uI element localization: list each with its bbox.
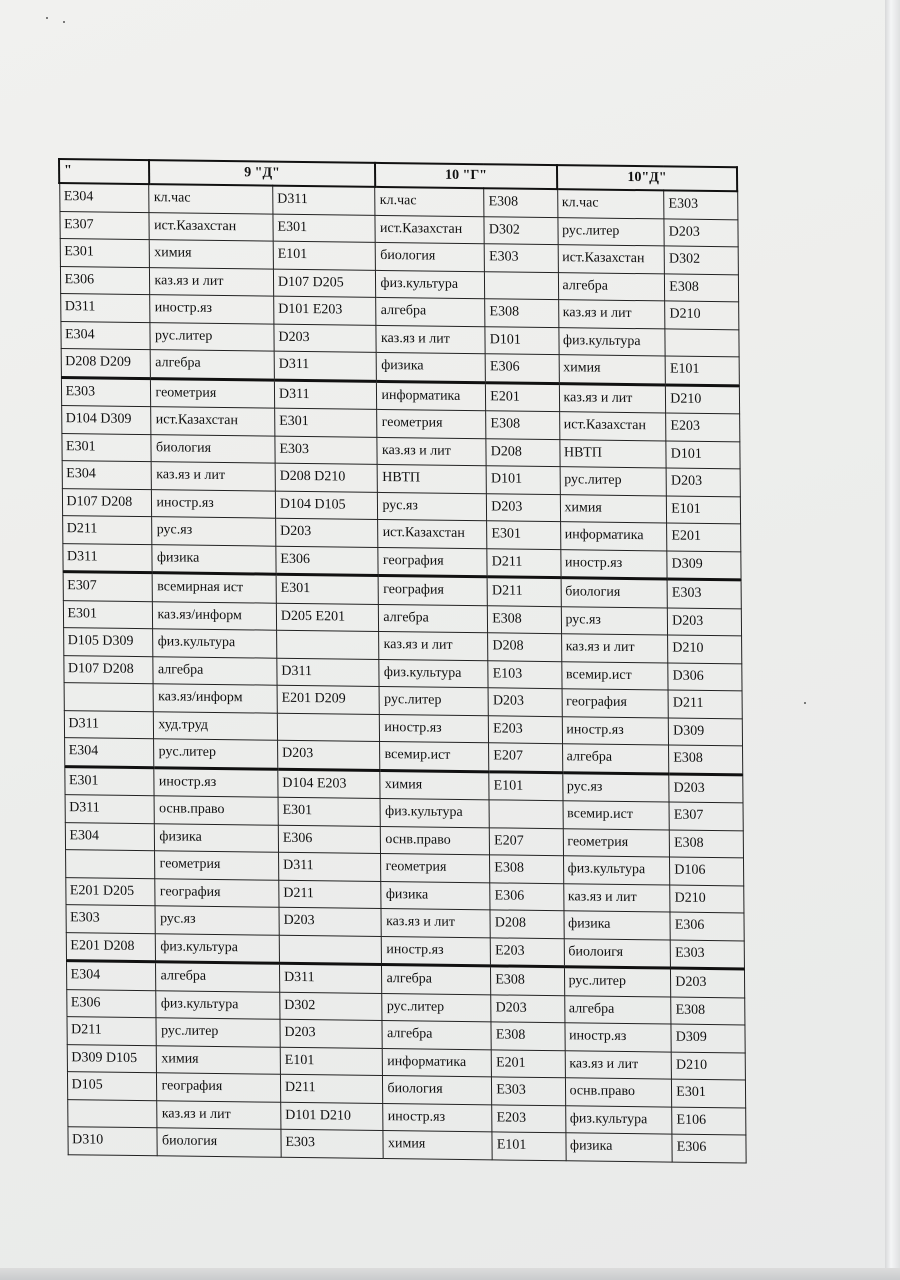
room-9d-prev-cell: [64, 683, 154, 712]
subject-10g-cell: рус.литер: [382, 993, 491, 1022]
subject-9d-cell: биология: [157, 1128, 281, 1157]
room-10g-cell: D101: [485, 326, 558, 354]
subject-10d-cell: алгебра: [564, 995, 671, 1024]
room-10g-cell: E308: [490, 855, 563, 883]
subject-9d-cell: каз.яз и лит: [152, 462, 276, 491]
subject-9d-cell: география: [155, 878, 279, 907]
room-9d-cell: D211: [279, 880, 382, 909]
subject-10d-cell: информатика: [560, 522, 667, 551]
room-10d-cell: E308: [665, 273, 739, 301]
room-9d-cell: E306: [278, 825, 381, 854]
room-9d-cell: D203: [280, 1019, 383, 1048]
room-9d-cell: D211: [280, 1074, 383, 1103]
room-10d-cell: D210: [665, 301, 739, 329]
room-10g-cell: E303: [484, 244, 557, 272]
room-9d-cell: D205 E201: [276, 603, 379, 632]
room-10d-cell: [665, 328, 739, 356]
room-9d-prev-cell: E201 D205: [65, 877, 155, 906]
room-10g-cell: [485, 271, 558, 299]
subject-10g-cell: НВТП: [378, 464, 487, 493]
subject-10d-cell: геометрия: [563, 828, 670, 857]
room-10g-cell: D302: [484, 216, 557, 244]
room-9d-cell: [279, 935, 382, 965]
subject-9d-cell: физ.культура: [156, 990, 280, 1019]
subject-10g-cell: биология: [376, 242, 485, 271]
room-9d-cell: D203: [276, 518, 379, 547]
subject-10d-cell: рус.яз: [561, 606, 668, 635]
subject-10g-cell: оснв.право: [381, 826, 490, 855]
room-9d-cell: D203: [274, 324, 377, 353]
room-9d-prev-cell: E306: [66, 989, 156, 1018]
subject-10d-cell: физ.культура: [563, 856, 670, 885]
room-10d-cell: D203: [671, 968, 745, 997]
room-10g-cell: D101: [486, 466, 559, 494]
room-10d-cell: E306: [670, 912, 744, 940]
room-9d-prev-cell: D311: [65, 795, 155, 824]
subject-9d-cell: геометрия: [155, 851, 279, 880]
room-9d-cell: E301: [278, 797, 381, 826]
room-10g-cell: E301: [487, 521, 560, 549]
room-10d-cell: D203: [668, 607, 742, 635]
room-10g-cell: E308: [486, 411, 559, 439]
paper-edge: [885, 0, 900, 1280]
room-9d-cell: D311: [278, 852, 381, 881]
subject-10g-cell: рус.литер: [380, 686, 489, 715]
subject-10g-cell: алгебра: [382, 1021, 491, 1050]
room-10g-cell: D211: [487, 548, 560, 577]
subject-10d-cell: иностр.яз: [564, 1023, 671, 1052]
subject-10g-cell: геометрия: [381, 853, 490, 882]
subject-10d-cell: физика: [565, 1133, 672, 1162]
room-10g-cell: E308: [491, 966, 564, 995]
subject-10g-cell: физ.культура: [380, 798, 489, 827]
room-9d-prev-cell: [67, 1099, 157, 1128]
room-10d-cell: D106: [670, 857, 744, 885]
room-10g-cell: D203: [488, 688, 561, 716]
room-10g-cell: [489, 800, 562, 828]
room-10g-cell: D203: [491, 994, 564, 1022]
subject-10g-cell: физ.культура: [379, 659, 488, 688]
room-9d-cell: D208 D210: [275, 463, 378, 492]
room-9d-cell: D311: [273, 186, 376, 215]
room-9d-cell: D311: [274, 380, 377, 410]
room-9d-cell: [277, 713, 380, 742]
room-10d-cell: D211: [668, 690, 742, 718]
room-10d-cell: D309: [668, 718, 742, 746]
subject-10g-cell: алгебра: [376, 297, 485, 326]
subject-10g-cell: ист.Казахстан: [375, 215, 484, 244]
room-9d-prev-cell: E303: [66, 905, 156, 934]
subject-10g-cell: иностр.яз: [382, 936, 491, 966]
subject-9d-cell: всемирная ист: [153, 573, 277, 603]
room-9d-prev-cell: E304: [60, 321, 150, 350]
subject-10d-cell: физика: [563, 911, 670, 940]
room-10d-cell: E306: [672, 1134, 746, 1162]
room-9d-cell: D302: [280, 992, 383, 1021]
subject-10g-cell: физика: [377, 352, 486, 382]
subject-10g-cell: физика: [381, 881, 490, 910]
room-9d-prev-cell: D105 D309: [63, 628, 153, 657]
header-class-9d: 9 "Д": [149, 160, 375, 187]
subject-9d-cell: худ.труд: [154, 711, 278, 740]
room-9d-prev-cell: D311: [60, 294, 150, 323]
room-9d-prev-cell: D107 D208: [63, 655, 153, 684]
dust-speck: [46, 17, 48, 19]
room-9d-prev-cell: D107 D208: [62, 488, 152, 517]
timetable: [58, 158, 747, 1163]
room-9d-prev-cell: E307: [59, 211, 149, 240]
room-9d-cell: D311: [277, 658, 380, 687]
room-10g-cell: E308: [488, 605, 561, 633]
room-10g-cell: E308: [485, 299, 558, 327]
room-10d-cell: D203: [664, 218, 738, 246]
room-10g-cell: E207: [489, 743, 562, 772]
room-10g-cell: D208: [488, 633, 561, 661]
subject-9d-cell: алгебра: [151, 350, 275, 380]
room-10d-cell: E308: [671, 997, 745, 1025]
room-9d-prev-cell: D211: [62, 516, 152, 545]
room-9d-prev-cell: E307: [63, 572, 153, 602]
dust-speck: [63, 21, 65, 23]
subject-10g-cell: химия: [383, 1131, 492, 1160]
subject-9d-cell: физика: [152, 544, 276, 574]
subject-10d-cell: химия: [559, 355, 666, 385]
subject-10d-cell: каз.яз и лит: [561, 634, 668, 663]
subject-10g-cell: алгебра: [379, 604, 488, 633]
subject-10d-cell: всемир.ист: [561, 661, 668, 690]
room-10d-cell: D210: [671, 1052, 745, 1080]
room-9d-cell: E301: [276, 574, 379, 604]
subject-10d-cell: кл.час: [557, 189, 664, 218]
room-9d-prev-cell: D104 D309: [61, 406, 151, 435]
subject-9d-cell: рус.литер: [156, 1018, 280, 1047]
subject-10g-cell: алгебра: [382, 965, 491, 995]
subject-9d-cell: химия: [150, 240, 274, 269]
room-10d-cell: D302: [664, 246, 738, 274]
header-corner: ": [59, 159, 149, 184]
subject-10g-cell: иностр.яз: [383, 1103, 492, 1132]
subject-10g-cell: география: [378, 547, 487, 577]
room-10g-cell: E201: [486, 382, 559, 411]
schedule-body: [59, 183, 745, 1162]
room-10g-cell: E101: [492, 1132, 565, 1160]
room-9d-prev-cell: E304: [59, 183, 149, 212]
room-9d-prev-cell: E304: [66, 961, 156, 991]
room-9d-cell: E303: [275, 436, 378, 465]
subject-10d-cell: иностр.яз: [560, 549, 667, 579]
subject-9d-cell: каз.яз/информ: [154, 684, 278, 713]
room-10g-cell: E203: [490, 937, 563, 966]
room-10d-cell: E101: [667, 495, 741, 523]
room-9d-prev-cell: D208 D209: [61, 349, 151, 379]
room-10d-cell: D101: [666, 440, 740, 468]
room-9d-prev-cell: E201 D208: [66, 932, 156, 962]
subject-9d-cell: рус.литер: [150, 322, 274, 351]
subject-9d-cell: алгебра: [156, 962, 280, 992]
room-9d-cell: D311: [279, 963, 382, 993]
room-10g-cell: D208: [490, 910, 563, 938]
subject-10g-cell: география: [379, 575, 488, 605]
room-9d-cell: D104 D105: [275, 491, 378, 520]
subject-9d-cell: кл.час: [149, 184, 273, 214]
subject-9d-cell: алгебра: [153, 656, 277, 685]
subject-9d-cell: физ.культура: [153, 629, 277, 658]
room-10g-cell: E203: [489, 715, 562, 743]
room-9d-cell: D203: [277, 740, 380, 770]
room-10d-cell: D309: [667, 550, 741, 579]
room-9d-prev-cell: E301: [60, 239, 150, 268]
room-9d-prev-cell: E301: [61, 433, 151, 462]
subject-10d-cell: химия: [560, 494, 667, 523]
room-9d-cell: D104 E203: [278, 769, 381, 799]
subject-10g-cell: физ.культура: [376, 270, 485, 299]
subject-10d-cell: НВТП: [559, 439, 666, 468]
room-9d-prev-cell: D105: [67, 1072, 157, 1101]
header-class-10d: 10"Д": [557, 165, 737, 191]
room-10d-cell: D210: [666, 384, 740, 413]
room-9d-cell: D101 D210: [281, 1102, 384, 1131]
room-9d-cell: E303: [281, 1129, 384, 1158]
subject-10d-cell: алгебра: [558, 272, 665, 301]
subject-10d-cell: география: [562, 689, 669, 718]
subject-10g-cell: ист.Казахстан: [378, 519, 487, 548]
room-10d-cell: E201: [667, 523, 741, 551]
room-10d-cell: E307: [669, 802, 743, 830]
subject-10d-cell: рус.литер: [564, 967, 671, 997]
subject-10d-cell: всемир.ист: [563, 801, 670, 830]
room-10d-cell: E101: [665, 356, 739, 385]
room-9d-prev-cell: D311: [64, 710, 154, 739]
room-10d-cell: D309: [671, 1024, 745, 1052]
room-9d-prev-cell: E301: [64, 766, 154, 796]
subject-10g-cell: всемир.ист: [380, 741, 489, 771]
subject-10g-cell: геометрия: [377, 409, 486, 438]
room-10d-cell: D210: [670, 885, 744, 913]
room-9d-prev-cell: D310: [67, 1127, 157, 1156]
room-9d-cell: D107 D205: [273, 269, 376, 298]
room-9d-prev-cell: E306: [60, 266, 150, 295]
room-10d-cell: E303: [664, 190, 738, 219]
room-10d-cell: E303: [670, 940, 744, 969]
subject-9d-cell: каз.яз и лит: [157, 1100, 281, 1129]
room-10g-cell: E101: [489, 771, 562, 800]
room-9d-cell: E201 D209: [277, 685, 380, 714]
room-9d-prev-cell: D309 D105: [67, 1044, 157, 1073]
room-9d-prev-cell: E301: [63, 600, 153, 629]
room-9d-prev-cell: E304: [64, 738, 154, 768]
subject-9d-cell: биология: [151, 434, 275, 463]
room-10g-cell: E303: [492, 1077, 565, 1105]
subject-10d-cell: оснв.право: [565, 1078, 672, 1107]
room-10g-cell: E103: [488, 660, 561, 688]
subject-9d-cell: иностр.яз: [150, 295, 274, 324]
subject-9d-cell: ист.Казахстан: [151, 407, 275, 436]
subject-9d-cell: иностр.яз: [154, 767, 278, 797]
subject-10g-cell: каз.яз и лит: [376, 325, 485, 354]
subject-9d-cell: геометрия: [151, 378, 275, 408]
room-10d-cell: E301: [672, 1079, 746, 1107]
room-10d-cell: D203: [666, 468, 740, 496]
subject-10g-cell: биология: [383, 1076, 492, 1105]
subject-10d-cell: каз.яз и лит: [559, 383, 666, 413]
room-9d-cell: D203: [279, 907, 382, 936]
room-10d-cell: D306: [668, 662, 742, 690]
subject-10d-cell: рус.яз: [562, 772, 669, 802]
room-9d-cell: D311: [274, 351, 377, 381]
room-10g-cell: D208: [486, 438, 559, 466]
room-9d-cell: [277, 630, 380, 659]
room-9d-cell: E101: [273, 241, 376, 270]
room-10g-cell: D203: [487, 493, 560, 521]
subject-9d-cell: рус.яз: [155, 906, 279, 935]
subject-10g-cell: информатика: [383, 1048, 492, 1077]
subject-10d-cell: каз.яз и лит: [565, 1050, 672, 1079]
schedule-table: [58, 158, 747, 1163]
room-10g-cell: D211: [487, 577, 560, 606]
subject-10d-cell: иностр.яз: [562, 716, 669, 745]
room-9d-cell: E101: [280, 1047, 383, 1076]
room-10g-cell: E306: [485, 354, 558, 383]
header-class-10g: 10 "Г": [375, 163, 557, 189]
room-10g-cell: E201: [491, 1049, 564, 1077]
subject-9d-cell: каз.яз и лит: [150, 267, 274, 296]
dust-speck: [804, 702, 806, 704]
subject-10d-cell: каз.яз и лит: [558, 300, 665, 329]
room-9d-prev-cell: [65, 850, 155, 879]
subject-10d-cell: ист.Казахстан: [558, 245, 665, 274]
room-10g-cell: E308: [491, 1022, 564, 1050]
subject-10g-cell: информатика: [377, 381, 486, 411]
subject-10g-cell: каз.яз и лит: [379, 631, 488, 660]
surface-edge: [0, 1268, 900, 1280]
room-10g-cell: E207: [490, 827, 563, 855]
subject-10g-cell: каз.яз и лит: [381, 909, 490, 938]
subject-9d-cell: география: [157, 1073, 281, 1102]
room-10d-cell: D203: [669, 774, 743, 803]
room-9d-cell: E301: [275, 408, 378, 437]
room-10d-cell: E308: [669, 830, 743, 858]
room-10g-cell: E203: [492, 1104, 565, 1132]
subject-9d-cell: иностр.яз: [152, 489, 276, 518]
room-9d-prev-cell: D311: [62, 543, 152, 573]
room-10d-cell: E308: [669, 745, 743, 774]
room-10g-cell: E306: [490, 882, 563, 910]
room-9d-prev-cell: E303: [61, 377, 151, 407]
subject-10g-cell: рус.яз: [378, 492, 487, 521]
subject-10d-cell: алгебра: [562, 744, 669, 774]
subject-10d-cell: рус.литер: [560, 467, 667, 496]
room-9d-prev-cell: E304: [62, 461, 152, 490]
subject-9d-cell: рус.литер: [154, 739, 278, 769]
subject-10d-cell: каз.яз и лит: [563, 883, 670, 912]
subject-9d-cell: ист.Казахстан: [149, 212, 273, 241]
room-10d-cell: E203: [666, 413, 740, 441]
subject-10g-cell: иностр.яз: [380, 714, 489, 743]
subject-9d-cell: каз.яз/информ: [153, 601, 277, 630]
room-9d-cell: D101 E203: [274, 296, 377, 325]
room-10d-cell: E106: [672, 1107, 746, 1135]
subject-9d-cell: оснв.право: [155, 796, 279, 825]
subject-9d-cell: физ.культура: [156, 933, 280, 963]
subject-10d-cell: биолоигя: [564, 938, 671, 968]
room-10d-cell: E303: [667, 579, 741, 608]
room-9d-prev-cell: D211: [66, 1017, 156, 1046]
subject-10d-cell: физ.культура: [565, 1105, 672, 1134]
room-9d-cell: E301: [273, 214, 376, 243]
subject-9d-cell: рус.яз: [152, 517, 276, 546]
subject-10d-cell: рус.литер: [557, 217, 664, 246]
room-9d-cell: E306: [276, 546, 379, 576]
subject-10d-cell: ист.Казахстан: [559, 412, 666, 441]
room-9d-prev-cell: E304: [65, 822, 155, 851]
subject-9d-cell: физика: [155, 823, 279, 852]
subject-10d-cell: биология: [561, 578, 668, 608]
room-10d-cell: D210: [668, 635, 742, 663]
subject-10g-cell: кл.час: [375, 187, 484, 216]
subject-10d-cell: физ.культура: [558, 327, 665, 356]
subject-9d-cell: химия: [157, 1045, 281, 1074]
subject-10g-cell: каз.яз и лит: [377, 437, 486, 466]
subject-10g-cell: химия: [380, 770, 489, 800]
room-10g-cell: E308: [484, 188, 557, 217]
